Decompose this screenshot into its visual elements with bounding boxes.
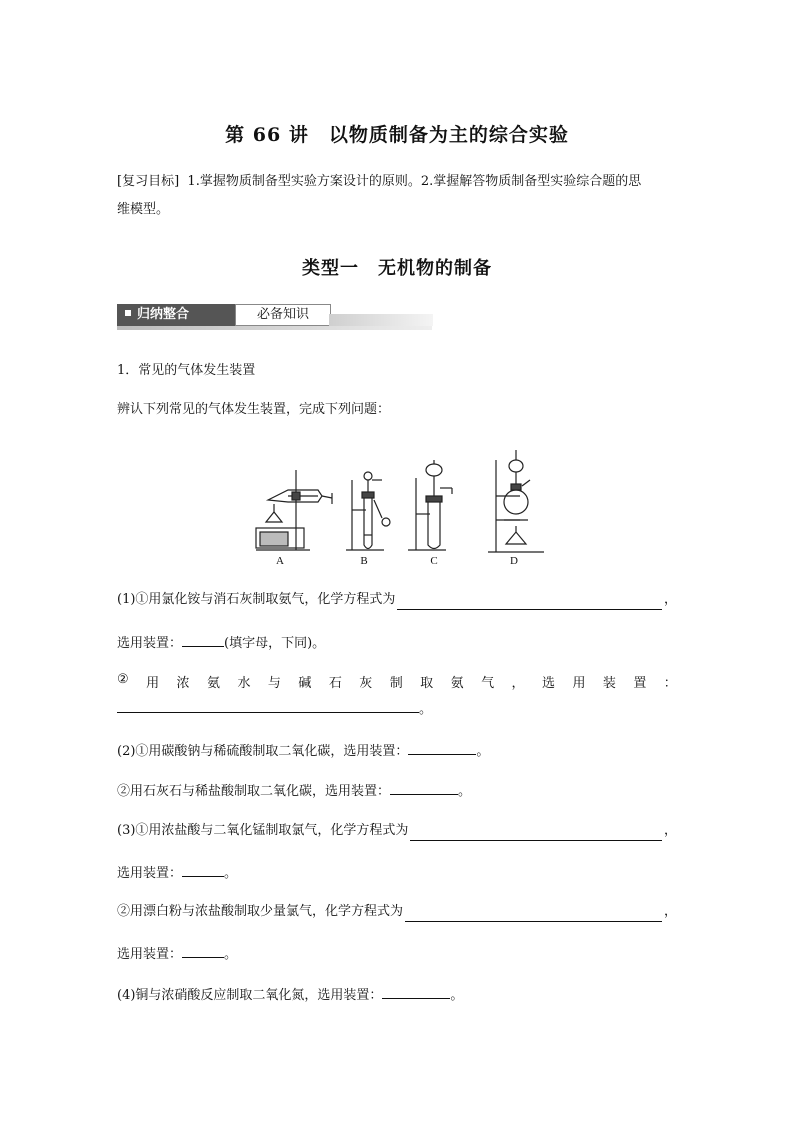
q3-b [117, 902, 677, 922]
q3-b-end: ， [663, 904, 677, 919]
label-d: D [510, 555, 518, 567]
q2-a-text: (2)①用碳酸钠与稀硫酸制取二氧化碳，选用装置： [117, 744, 409, 759]
banner-side-label: 必备知识 [235, 304, 331, 326]
q1-b-char: ， [511, 676, 525, 691]
q1-b [117, 672, 677, 691]
q3-a2 [117, 862, 677, 882]
answer-blank[interactable] [408, 740, 476, 755]
q1-b-char: 制 [389, 676, 403, 691]
apparatus-b [346, 472, 390, 550]
label-c: C [430, 555, 438, 567]
answer-blank[interactable] [390, 780, 458, 795]
q1-b-char: 用 [146, 676, 160, 691]
q3-a2-text: 选用装置： [117, 866, 183, 881]
answer-blank[interactable] [182, 632, 224, 647]
review-tag: [复习目标] [117, 174, 180, 189]
q1-a2 [117, 632, 677, 652]
q1-b-char: 灰 [359, 676, 373, 691]
answer-blank[interactable] [410, 826, 662, 841]
q1-b-end: 。 [419, 702, 433, 717]
lesson-title: 第 66 讲 以物质制备为主的综合实验 [225, 124, 569, 146]
label-b: B [360, 555, 368, 567]
apparatus-a [256, 470, 332, 550]
banner-underline [117, 326, 432, 330]
q1-b-char: 氨 [450, 676, 464, 691]
section-banner [117, 304, 432, 328]
banner-main [117, 304, 235, 326]
q4-a-text: (4)铜与浓硝酸反应制取二氧化氮，选用装置： [117, 988, 383, 1003]
q1-a [117, 590, 677, 610]
q2-a-end: 。 [476, 744, 490, 759]
q1-b-char: 装 [602, 676, 616, 691]
answer-blank[interactable] [182, 943, 224, 958]
q3-b2-end: 。 [224, 947, 238, 962]
section-heading: 1．常见的气体发生装置 [117, 363, 256, 378]
label-a: A [276, 555, 284, 567]
q1-b-char: 用 [572, 676, 586, 691]
answer-blank[interactable] [117, 698, 419, 713]
banner-fade [329, 314, 433, 326]
answer-blank[interactable] [182, 862, 224, 877]
q1-b-char: 浓 [176, 676, 190, 691]
q2-b-end: 。 [458, 784, 472, 799]
q1-a-end: ， [663, 592, 677, 607]
q1-b-char: 石 [328, 676, 342, 691]
apparatus-figure [248, 440, 548, 568]
review-goals [117, 168, 677, 224]
type-subtitle: 类型一 无机物的制备 [302, 258, 492, 279]
q1-b-char: 置 [633, 676, 647, 691]
apparatus-d [488, 450, 544, 552]
banner-main-label: 归纳整合 [137, 307, 190, 322]
q2-b [117, 780, 677, 800]
answer-blank[interactable] [382, 984, 450, 999]
q3-b2-text: 选用装置： [117, 947, 183, 962]
q1-b-char: 取 [420, 676, 434, 691]
q1-b-char: 水 [237, 676, 251, 691]
q1-b-char: 氨 [207, 676, 221, 691]
q1-b-char: 碱 [298, 676, 312, 691]
q3-a-end: ， [663, 823, 677, 838]
q1-b-answer [117, 698, 677, 718]
answer-blank[interactable] [405, 907, 662, 922]
review-text-line1: 1.掌握物质制备型实验方案设计的原则。2.掌握解答物质制备型实验综合题的思 [187, 174, 642, 189]
q1-b-char: 选 [541, 676, 555, 691]
q1-a2-text: 选用装置： [117, 636, 183, 651]
section-intro: 辨认下列常见的气体发生装置，完成下列问题： [117, 402, 391, 417]
q2-a [117, 740, 677, 760]
q1-b-char: ： [663, 676, 677, 691]
q3-b-text: ②用漂白粉与浓盐酸制取少量氯气，化学方程式为 [117, 904, 404, 919]
square-icon [125, 310, 131, 316]
q3-a2-end: 。 [224, 866, 238, 881]
q1-b-char: 气 [481, 676, 495, 691]
q1-a-text: (1)①用氯化铵与消石灰制取氨气，化学方程式为 [117, 592, 396, 607]
apparatus-c [408, 460, 452, 550]
q2-b-text: ②用石灰石与稀盐酸制取二氧化碳，选用装置： [117, 784, 391, 799]
review-text-line2: 维模型。 [117, 202, 170, 217]
q4-a [117, 984, 677, 1004]
q1-b-char: 与 [267, 676, 281, 691]
q4-a-end: 。 [450, 988, 464, 1003]
q1-b-char: ② [117, 672, 129, 687]
answer-blank[interactable] [397, 595, 662, 610]
q3-a-text: (3)①用浓盐酸与二氧化锰制取氯气，化学方程式为 [117, 823, 409, 838]
q3-a [117, 821, 677, 841]
q3-b2 [117, 943, 677, 963]
q1-a2-end: (填字母，下同)。 [224, 636, 326, 651]
